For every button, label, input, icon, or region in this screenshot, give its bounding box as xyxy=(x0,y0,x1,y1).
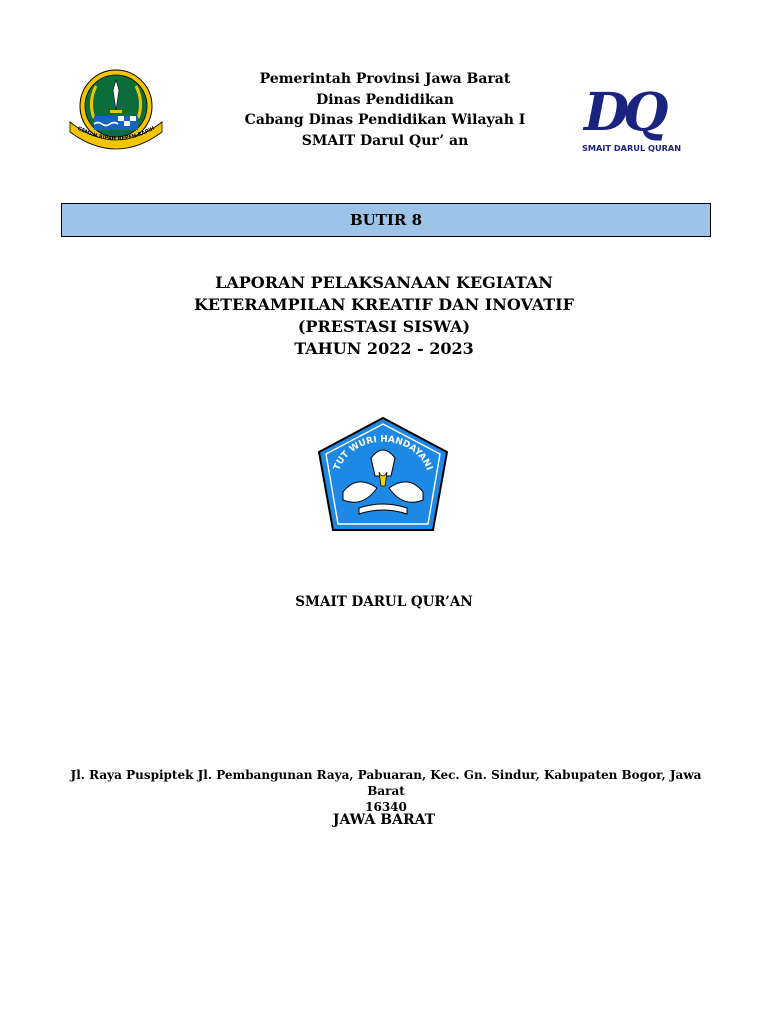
address-postal-code: 16340 xyxy=(365,800,407,814)
dq-caption: SMAIT DARUL QURAN xyxy=(582,143,682,153)
institution-header xyxy=(180,69,590,151)
address-line-1: Jl. Raya Puspiptek Jl. Pembangunan Raya, Pabuaran, Kec. Gn. Sindur, Kabupaten Bogor, Jawa Barat xyxy=(70,768,702,798)
header-line-government: Pemerintah Provinsi Jawa Barat xyxy=(259,71,511,87)
title-line-1: LAPORAN PELAKSANAAN KEGIATAN xyxy=(215,273,553,292)
title-line-2: KETERAMPILAN KREATIF DAN INOVATIF xyxy=(194,295,574,314)
tut-wuri-handayani-emblem-icon xyxy=(313,414,453,536)
school-name: SMAIT DARUL QUR’AN xyxy=(295,594,473,610)
report-title xyxy=(84,272,684,360)
dq-monogram: DQ xyxy=(584,82,663,143)
title-line-3: (PRESTASI SISWA) xyxy=(297,317,471,336)
butir-label: BUTIR 8 xyxy=(349,211,423,229)
header-line-department: Dinas Pendidikan xyxy=(316,91,454,108)
header-line-branch: Cabang Dinas Pendidikan Wilayah I xyxy=(244,112,526,128)
province-name: JAWA BARAT xyxy=(332,812,436,828)
butir-banner xyxy=(61,203,711,237)
header-line-school: SMAIT Darul Qur’ an xyxy=(301,132,469,149)
emblem-motto: TUT WURI HANDAYANI xyxy=(332,434,434,472)
dq-logo-icon xyxy=(580,80,686,160)
title-line-4: TAHUN 2022 - 2023 xyxy=(294,339,474,358)
ribbon-text: GEMAH RIPAH REPEH RAPIH xyxy=(76,125,156,143)
school-address xyxy=(60,767,712,815)
jawa-barat-seal-icon xyxy=(66,66,166,158)
